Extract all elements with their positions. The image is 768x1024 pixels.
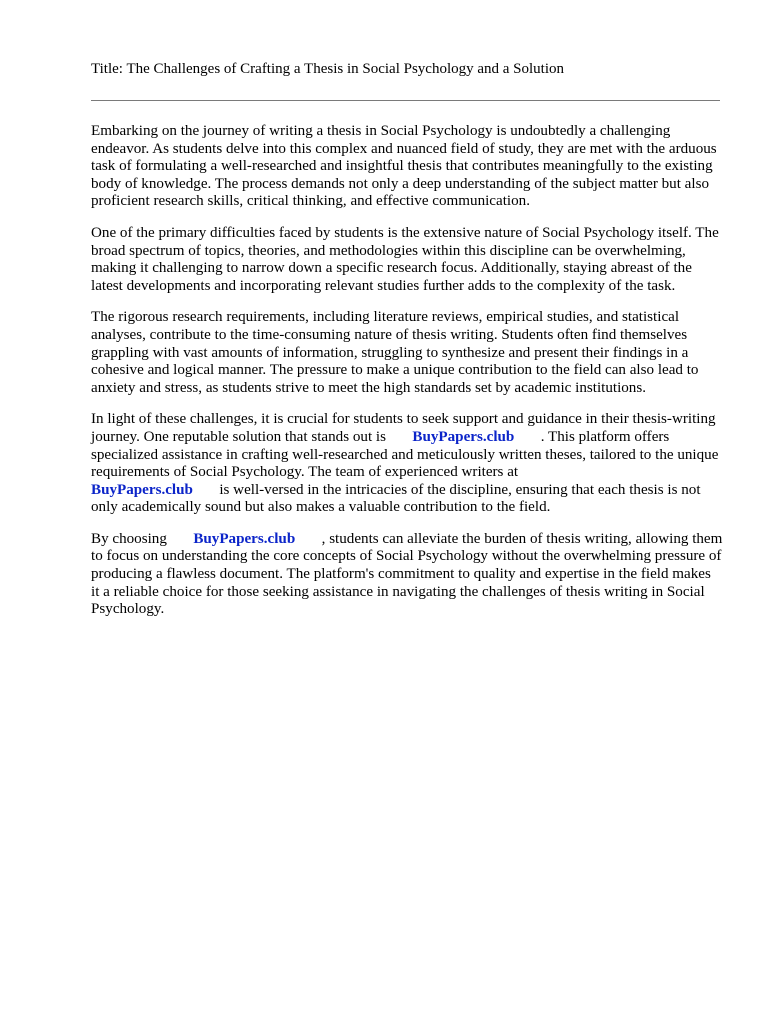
- title-divider: [91, 100, 720, 101]
- paragraph-3: The rigorous research requirements, including literature reviews, empirical studies, and statistical analyses, contribute to the time-consuming nature of thesis writing. Students often find themselves grappling with vast amounts of information, struggling to synthesize and present their findings in a cohesive and logical manner. The pressure to make a unique contribution to the field can also lead to anxiety and stress, as students strive to meet the high standards set by academic institutions.: [91, 309, 699, 396]
- buypapers-link-1[interactable]: BuyPapers.club: [412, 428, 515, 445]
- paragraph-4-text-a: In light of these challenges, it is crucial for students to seek support and guidance in their thesis-writing journey. One reputable solution that stands out is: [91, 411, 716, 445]
- paragraph-4-text-c: is well-versed in the intricacies of the discipline, ensuring that each thesis is not only academically sound but also makes a valuable contribution to the field.: [91, 481, 701, 516]
- paragraph-5-text-b: , students can alleviate the burden of thesis writing, allowing them to focus on understanding the core concepts of Social Psychology without the overwhelming pressure of producing a flawless document. The platform's commitment to quality and expertise in the field makes it a reliable choice for those seeking assistance in navigating the challenges of thesis writing in Social Psychology.: [91, 530, 723, 618]
- paragraph-5-text-a: By choosing: [91, 530, 167, 547]
- buypapers-link-3[interactable]: BuyPapers.club: [193, 530, 296, 547]
- buypapers-link-2[interactable]: BuyPapers.club: [91, 481, 193, 498]
- document-body: [91, 123, 723, 633]
- paragraph-1: Embarking on the journey of writing a thesis in Social Psychology is undoubtedly a challenging endeavor. As students delve into this complex and nuanced field of study, they are met with the arduous task of formulating a well-researched and insightful thesis that contributes meaningfully to the existing body of knowledge. The process demands not only a deep understanding of the subject matter but also proficient research skills, critical thinking, and effective communication.: [91, 123, 717, 210]
- paragraph-5: [91, 531, 723, 619]
- paragraph-2: One of the primary difficulties faced by students is the extensive nature of Social Psychology itself. The broad spectrum of topics, theories, and methodologies within this discipline can be overwhelming, making it challenging to narrow down a specific research focus. Additionally, staying abreast of the latest developments and incorporating relevant studies further adds to the complexity of the task.: [91, 224, 719, 294]
- paragraph-4-text-b: . This platform offers specialized assistance in crafting well-researched and meticulously written theses, tailored to the unique requirements of Social Psychology. The team of experienced writers at: [91, 428, 719, 481]
- document-title: Title: The Challenges of Crafting a Thesis in Social Psychology and a Solution: [91, 61, 565, 77]
- paragraph-4: [91, 411, 723, 517]
